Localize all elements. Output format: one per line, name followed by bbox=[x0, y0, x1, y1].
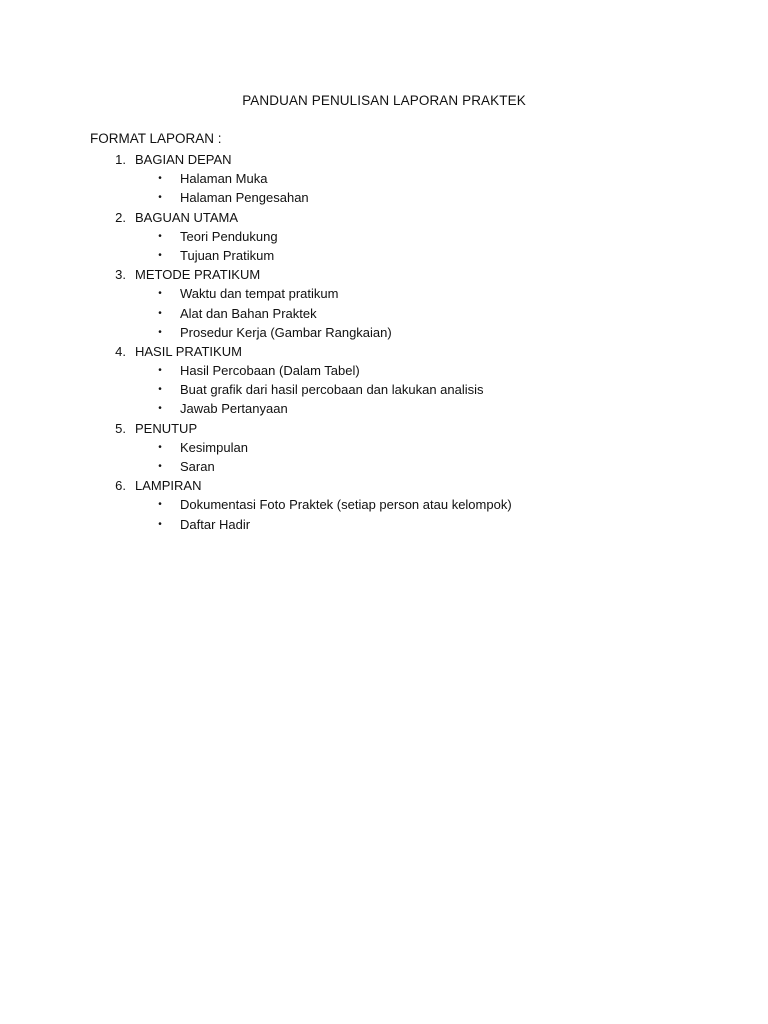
list-item-label: Kesimpulan bbox=[180, 439, 248, 455]
list-item-label: Halaman Muka bbox=[180, 171, 268, 187]
section-label: BAGIAN DEPAN bbox=[135, 152, 232, 167]
list-item-label: Tujuan Pratikum bbox=[180, 247, 275, 263]
bullet-icon: • bbox=[158, 403, 162, 415]
document-title: PANDUAN PENULISAN LAPORAN PRAKTEK bbox=[242, 93, 526, 108]
section-label: HASIL PRATIKUM bbox=[135, 343, 242, 359]
list-item-label: Hasil Percobaan (Dalam Tabel) bbox=[180, 363, 360, 379]
section-heading bbox=[0, 419, 768, 438]
list-item-label: Saran bbox=[180, 459, 215, 474]
section-penutup bbox=[0, 419, 768, 477]
list-item bbox=[0, 399, 768, 418]
section-label: LAMPIRAN bbox=[135, 478, 202, 494]
list-item bbox=[0, 227, 768, 246]
list-item bbox=[0, 246, 768, 265]
section-number: 4. bbox=[115, 343, 126, 359]
section-label: PENUTUP bbox=[135, 420, 198, 436]
format-list bbox=[0, 150, 768, 534]
bullet-icon: • bbox=[158, 173, 162, 185]
section-number: 6. bbox=[115, 478, 126, 494]
section-bagian-utama bbox=[0, 208, 768, 266]
list-item bbox=[0, 515, 768, 534]
section-bagian-depan bbox=[0, 150, 768, 208]
section-metode-pratikum bbox=[0, 265, 768, 342]
bullet-icon: • bbox=[158, 192, 162, 204]
list-item-label: Teori Pendukung bbox=[180, 228, 278, 244]
section-number: 2. bbox=[115, 209, 126, 225]
list-item-label: Buat grafik dari hasil percobaan dan lakukan analisis bbox=[180, 382, 484, 398]
bullet-icon: • bbox=[158, 249, 162, 261]
list-item-label: Halaman Pengesahan bbox=[180, 190, 309, 206]
section-lampiran bbox=[0, 476, 768, 534]
section-heading bbox=[0, 476, 768, 495]
list-item bbox=[0, 323, 768, 342]
list-item-label: Prosedur Kerja (Gambar Rangkaian) bbox=[180, 324, 392, 340]
bullet-icon: • bbox=[158, 518, 162, 530]
section-number: 5. bbox=[115, 420, 126, 436]
list-item-label: Jawab Pertanyaan bbox=[180, 401, 288, 417]
section-heading bbox=[0, 342, 768, 361]
bullet-icon: • bbox=[158, 230, 162, 242]
list-item bbox=[0, 304, 768, 323]
list-item bbox=[0, 380, 768, 399]
bullet-icon: • bbox=[158, 499, 162, 511]
bullet-icon: • bbox=[158, 461, 162, 472]
section-hasil-pratikum bbox=[0, 342, 768, 419]
list-item bbox=[0, 438, 768, 457]
section-heading bbox=[0, 150, 768, 169]
bullet-icon: • bbox=[158, 307, 162, 319]
section-number: 1. bbox=[115, 152, 126, 167]
list-item bbox=[0, 495, 768, 514]
section-heading bbox=[0, 208, 768, 227]
list-item bbox=[0, 457, 768, 476]
section-label: BAGUAN UTAMA bbox=[135, 209, 239, 225]
bullet-icon: • bbox=[158, 326, 162, 338]
bullet-icon: • bbox=[158, 365, 162, 377]
list-item bbox=[0, 169, 768, 188]
list-item-label: Waktu dan tempat pratikum bbox=[180, 286, 339, 302]
list-item bbox=[0, 188, 768, 207]
list-item bbox=[0, 284, 768, 303]
bullet-icon: • bbox=[158, 384, 162, 396]
list-item-label: Dokumentasi Foto Praktek (setiap person atau kelompok) bbox=[180, 497, 512, 513]
list-item bbox=[0, 361, 768, 380]
section-number: 3. bbox=[115, 267, 126, 283]
format-heading: FORMAT LAPORAN : bbox=[90, 131, 222, 146]
list-item-label: Daftar Hadir bbox=[180, 516, 251, 532]
bullet-icon: • bbox=[158, 288, 162, 300]
section-heading bbox=[0, 265, 768, 284]
section-label: METODE PRATIKUM bbox=[135, 267, 261, 283]
bullet-icon: • bbox=[158, 441, 162, 453]
list-item-label: Alat dan Bahan Praktek bbox=[180, 305, 317, 321]
